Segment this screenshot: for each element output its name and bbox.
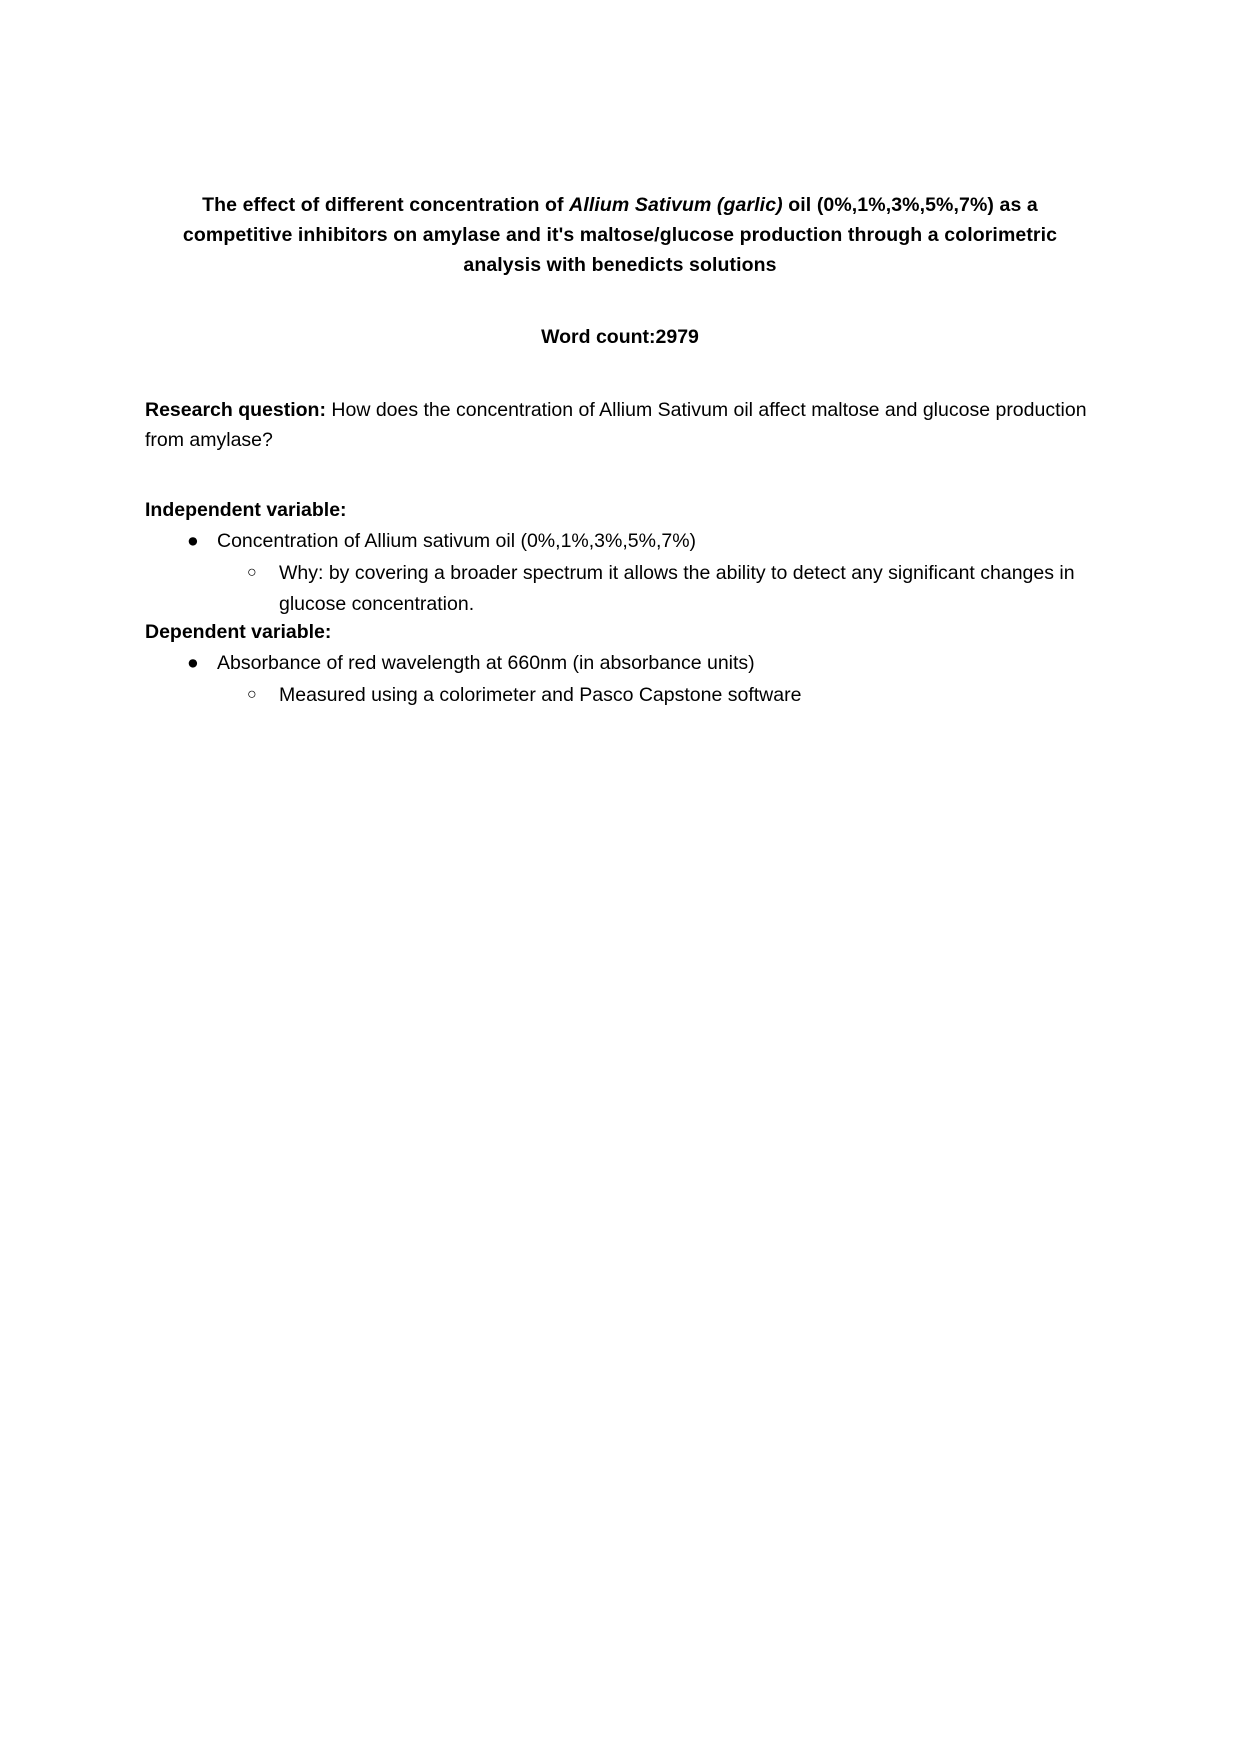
bullet-disc-icon: ● — [187, 651, 199, 674]
list-item-label: Concentration of Allium sativum oil (0%,1%,3%,5%,7%) — [217, 530, 697, 553]
list-item — [145, 526, 1095, 619]
document-body — [145, 190, 1095, 710]
word-count: Word count:2979 — [541, 325, 699, 348]
bullet-circle-icon: ○ — [247, 685, 257, 703]
research-question — [145, 349, 1095, 455]
dependent-variable-list — [145, 648, 1095, 710]
list-item-label: Why: by covering a broader spectrum it allows the ability to detect any significant changes in glucose concentration. — [279, 562, 1075, 615]
list-item — [145, 648, 1095, 710]
dependent-variable-sublist — [217, 680, 1095, 710]
page-title — [145, 190, 1095, 281]
list-item — [217, 680, 1095, 710]
dependent-variable-heading: Dependent variable: — [145, 620, 332, 643]
title-italic-species: Allium Sativum (garlic) — [569, 194, 783, 216]
list-item-label: Absorbance of red wavelength at 660nm (in absorbance units) — [217, 651, 755, 674]
list-item — [217, 558, 1095, 618]
research-question-label: Research question: — [145, 398, 326, 421]
title-part-2: oil (0%,1%,3%,5%,7%) as a competitive inhibitors on amylase and it's maltose/glucose production through a colorimetric analysis with benedicts solutions — [182, 194, 1058, 277]
list-item-label: Measured using a colorimeter and Pasco Capstone software — [279, 683, 802, 706]
independent-variable-sublist — [217, 558, 1095, 618]
independent-variable-list — [145, 526, 1095, 619]
research-question-text: How does the concentration of Allium Sativum oil affect maltose and glucose production from amylase? — [145, 398, 1087, 451]
title-part-1: The effect of different concentration of — [202, 194, 570, 216]
independent-variable-heading: Independent variable: — [145, 499, 347, 522]
bullet-disc-icon: ● — [187, 530, 199, 553]
bullet-circle-icon: ○ — [247, 564, 257, 582]
